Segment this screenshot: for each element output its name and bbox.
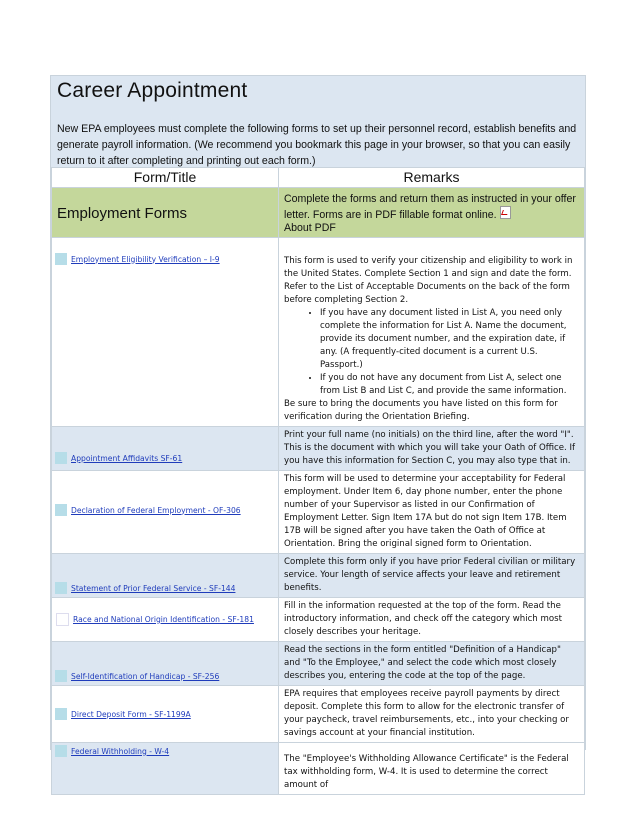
table-row [52,686,585,743]
remark-text: EPA requires that employees receive payroll payments by direct deposit. Complete this form to allow for the electronic transfer of your paycheck, travel reimbursements, etc., into your checking or savings account at your financial institution. [279,686,585,743]
remark-text: Fill in the information requested at the top of the form. Read the introductory information, and check off the category which most closely describes your heritage. [279,598,585,642]
forms-table [51,167,585,795]
form-link-w4[interactable]: Federal Withholding - W-4 [71,746,170,756]
section-row [52,188,585,238]
document-frame [50,75,586,790]
table-row [52,642,585,686]
pdf-icon[interactable] [500,206,511,219]
remark-bullet: • If you do not have any document from List A, select one from List B and List C, and provide the same information. [320,372,579,398]
table-row [52,554,585,598]
form-link-of306[interactable]: Declaration of Federal Employment - OF-306 [71,505,241,515]
section-remark-text: Complete the forms and return them as instructed in your offer letter. Forms are in PDF fillable format online. [284,193,576,221]
table-row [52,598,585,642]
form-marker-icon [55,504,67,516]
remark-text: Read the sections in the form entitled "Definition of a Handicap" and "To the Employee," and select the code which most closely describes you, entering the code at the top of the page. [279,642,585,686]
form-link-sf181[interactable]: Race and National Origin Identification - SF-181 [73,614,254,624]
column-header-remarks: Remarks [279,168,585,188]
remark-text: Print your full name (no initials) on the third line, after the word "I". This is the document with which you will take your Oath of Office. If you have this information for Section C, you may also type that in. [279,427,585,471]
section-title: Employment Forms [57,205,188,222]
remark-text: The "Employee's Withholding Allowance Certificate" is the Federal tax withholding form, W-4. It is used to determine the correct amount of [279,743,585,795]
form-link-sf256[interactable]: Self-Identification of Handicap - SF-256 [71,671,220,681]
header-block [51,76,585,167]
table-row [52,427,585,471]
form-link-sf1199a[interactable]: Direct Deposit Form - SF-1199A [71,709,191,719]
intro-text: New EPA employees must complete the following forms to set up their personnel record, establish benefits and generate payroll information. (We recommend you bookmark this page in your browser, so that you can easily return to it after completing and printing out each form.) [57,123,577,167]
form-marker-icon [55,452,67,464]
form-link-sf61[interactable]: Appointment Affidavits SF-61 [71,453,183,463]
section-remark [279,188,584,237]
form-marker-icon [56,613,69,626]
remark-text: This form will be used to determine your acceptability for Federal employment. Under Item 6, day phone number, enter the phone number of your Supervisor as listed in our Confirmation of Employment Letter. Sign Item 17A but do not sign Item 17B. Item 17B will be signed after you have taken the Oath of Office at Orientation. Bring the original signed form to Orientation. [279,471,585,554]
remark-text: This form is used to verify your citizenship and eligibility to work in the United States. Complete Section 1 and sign and date the form. Refer to the List of Acceptable Documents on the back of the form before completing Section 2. [284,256,573,305]
table-row [52,743,585,795]
table-row [52,238,585,427]
form-link-i9[interactable]: Employment Eligibility Verification – I-9 [71,254,220,264]
remark-text-after: Be sure to bring the documents you have listed on this form for verification during the Orientation Briefing. [284,399,558,422]
column-header-form: Form/Title [52,168,279,188]
form-marker-icon [55,670,67,682]
page-title: Career Appointment [57,79,248,102]
form-link-sf144[interactable]: Statement of Prior Federal Service - SF-144 [71,583,236,593]
form-marker-icon [55,582,67,594]
table-header-row [52,168,585,188]
form-marker-icon [55,708,67,720]
remark-bullet-list [284,307,579,398]
form-marker-icon [55,745,67,757]
remark-bullet: • If you have any document listed in List A, you need only complete the information for List A. Name the document, provide its document number, and the expiration date, if any. (A frequently-cited document is a current U.S. Passport.) [320,307,579,372]
remark-text: Complete this form only if you have prior Federal civilian or military service. Your length of service affects your leave and retirement benefits. [279,554,585,598]
form-marker-icon [55,253,67,265]
table-row [52,471,585,554]
about-pdf-link[interactable]: About PDF [284,222,336,234]
